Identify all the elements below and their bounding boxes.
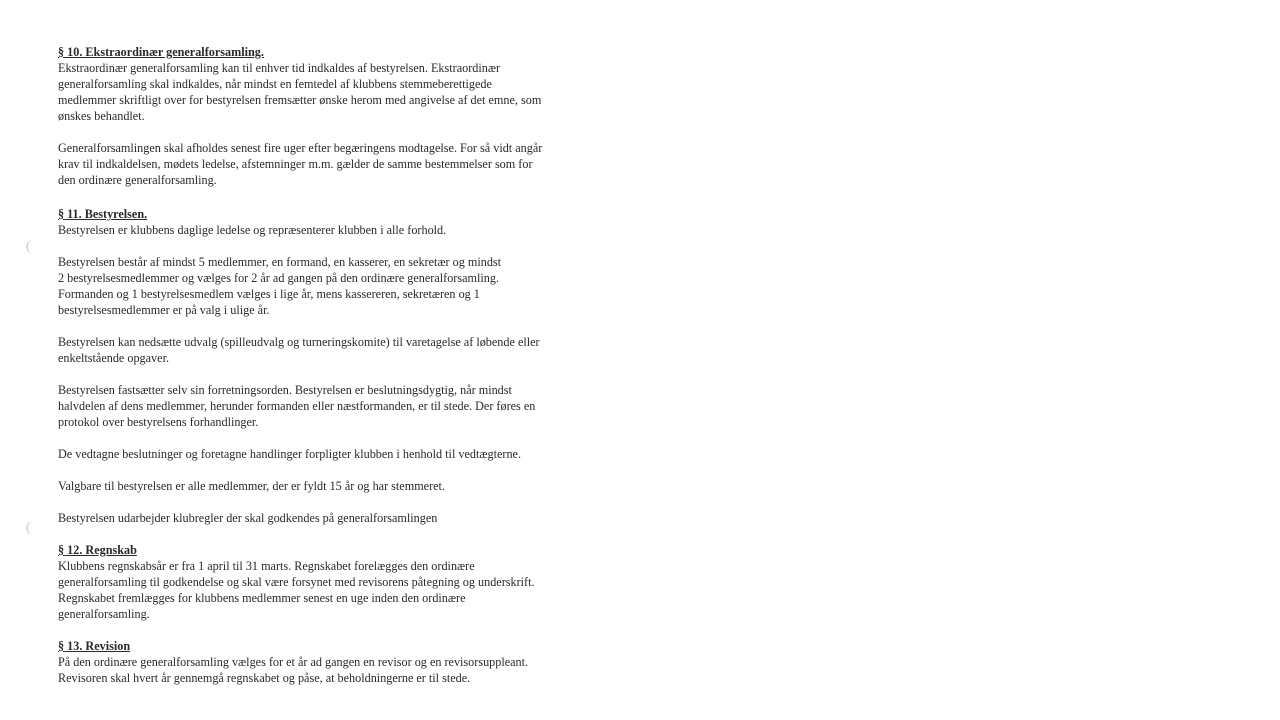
section-title: § 12. Regnskab [58, 543, 137, 557]
text-line: Revisoren skal hvert år gennemgå regnskabet og påse, at beholdningerne er til stede. [58, 671, 471, 685]
paragraph [58, 654, 618, 686]
section-10 [58, 44, 618, 188]
text-line: Generalforsamlingen skal afholdes senest fire uger efter begæringens modtagelse. For så vidt angår [58, 141, 543, 155]
paragraph [58, 254, 618, 318]
text-line: generalforsamling. [58, 607, 150, 621]
text-line: 2 bestyrelsesmedlemmer og vælges for 2 år ad gangen på den ordinære generalforsamling. [58, 271, 499, 285]
text-line: generalforsamling skal indkaldes, når mindst en femtedel af klubbens stemmeberettigede [58, 77, 492, 91]
text-line: Bestyrelsen består af mindst 5 medlemmer, en formand, en kasserer, en sekretær og mindst [58, 255, 502, 269]
paragraph [58, 140, 618, 188]
paragraph [58, 558, 618, 622]
text-line: Bestyrelsen kan nedsætte udvalg (spilleudvalg og turneringskomite) til varetagelse af løbende eller [58, 335, 540, 349]
text-line: Ekstraordinær generalforsamling kan til enhver tid indkaldes af bestyrelsen. Ekstraordinær [58, 61, 501, 75]
paragraph [58, 60, 618, 124]
text-line: Bestyrelsen udarbejder klubregler der skal godkendes på generalforsamlingen [58, 511, 438, 525]
paragraph [58, 382, 618, 430]
text-line: generalforsamling til godkendelse og skal være forsynet med revisorens påtegning og underskrift. [58, 575, 535, 589]
text-line: Valgbare til bestyrelsen er alle medlemmer, der er fyldt 15 år og har stemmeret. [58, 479, 445, 493]
section-title: § 13. Revision [58, 639, 131, 653]
text-line: bestyrelsesmedlemmer er på valg i ulige år. [58, 303, 270, 317]
text-line: medlemmer skriftligt over for bestyrelsen fremsætter ønske herom med angivelse af det emne, som [58, 93, 542, 107]
text-line: Formanden og 1 bestyrelsesmedlem vælges i lige år, mens kassereren, sekretæren og 1 [58, 287, 480, 301]
section-11 [58, 206, 618, 526]
text-line: halvdelen af dens medlemmer, herunder formanden eller næstformanden, er til stede. Der føres en [58, 399, 536, 413]
paragraph [58, 510, 618, 526]
paragraph [58, 222, 618, 238]
text-line: protokol over bestyrelsens forhandlinger. [58, 415, 259, 429]
section-title: § 10. Ekstraordinær generalforsamling. [58, 45, 264, 59]
text-line: De vedtagne beslutninger og foretagne handlinger forpligter klubben i henhold til vedtægterne. [58, 447, 521, 461]
text-line: ønskes behandlet. [58, 109, 145, 123]
bylaws-text [58, 44, 618, 686]
text-line: krav til indkaldelsen, mødets ledelse, afstemninger m.m. gælder de samme bestemmelser som for [58, 157, 533, 171]
text-line: Klubbens regnskabsår er fra 1 april til 31 marts. Regnskabet forelægges den ordinære [58, 559, 475, 573]
section-13 [58, 638, 618, 686]
text-line: Bestyrelsen fastsætter selv sin forretningsorden. Bestyrelsen er beslutningsdygtig, når mindst [58, 383, 512, 397]
paragraph [58, 446, 618, 462]
section-12 [58, 542, 618, 622]
paragraph [58, 478, 618, 494]
text-line: På den ordinære generalforsamling vælges for et år ad gangen en revisor og en revisorsuppleant. [58, 655, 529, 669]
scan-hole-mark-bottom [26, 521, 40, 535]
text-line: enkeltstående opgaver. [58, 351, 169, 365]
text-line: den ordinære generalforsamling. [58, 173, 217, 187]
scan-hole-mark-top [26, 240, 40, 254]
paragraph [58, 334, 618, 366]
text-line: Regnskabet fremlægges for klubbens medlemmer senest en uge inden den ordinære [58, 591, 466, 605]
section-title: § 11. Bestyrelsen. [58, 207, 148, 221]
text-line: Bestyrelsen er klubbens daglige ledelse og repræsenterer klubben i alle forhold. [58, 223, 447, 237]
